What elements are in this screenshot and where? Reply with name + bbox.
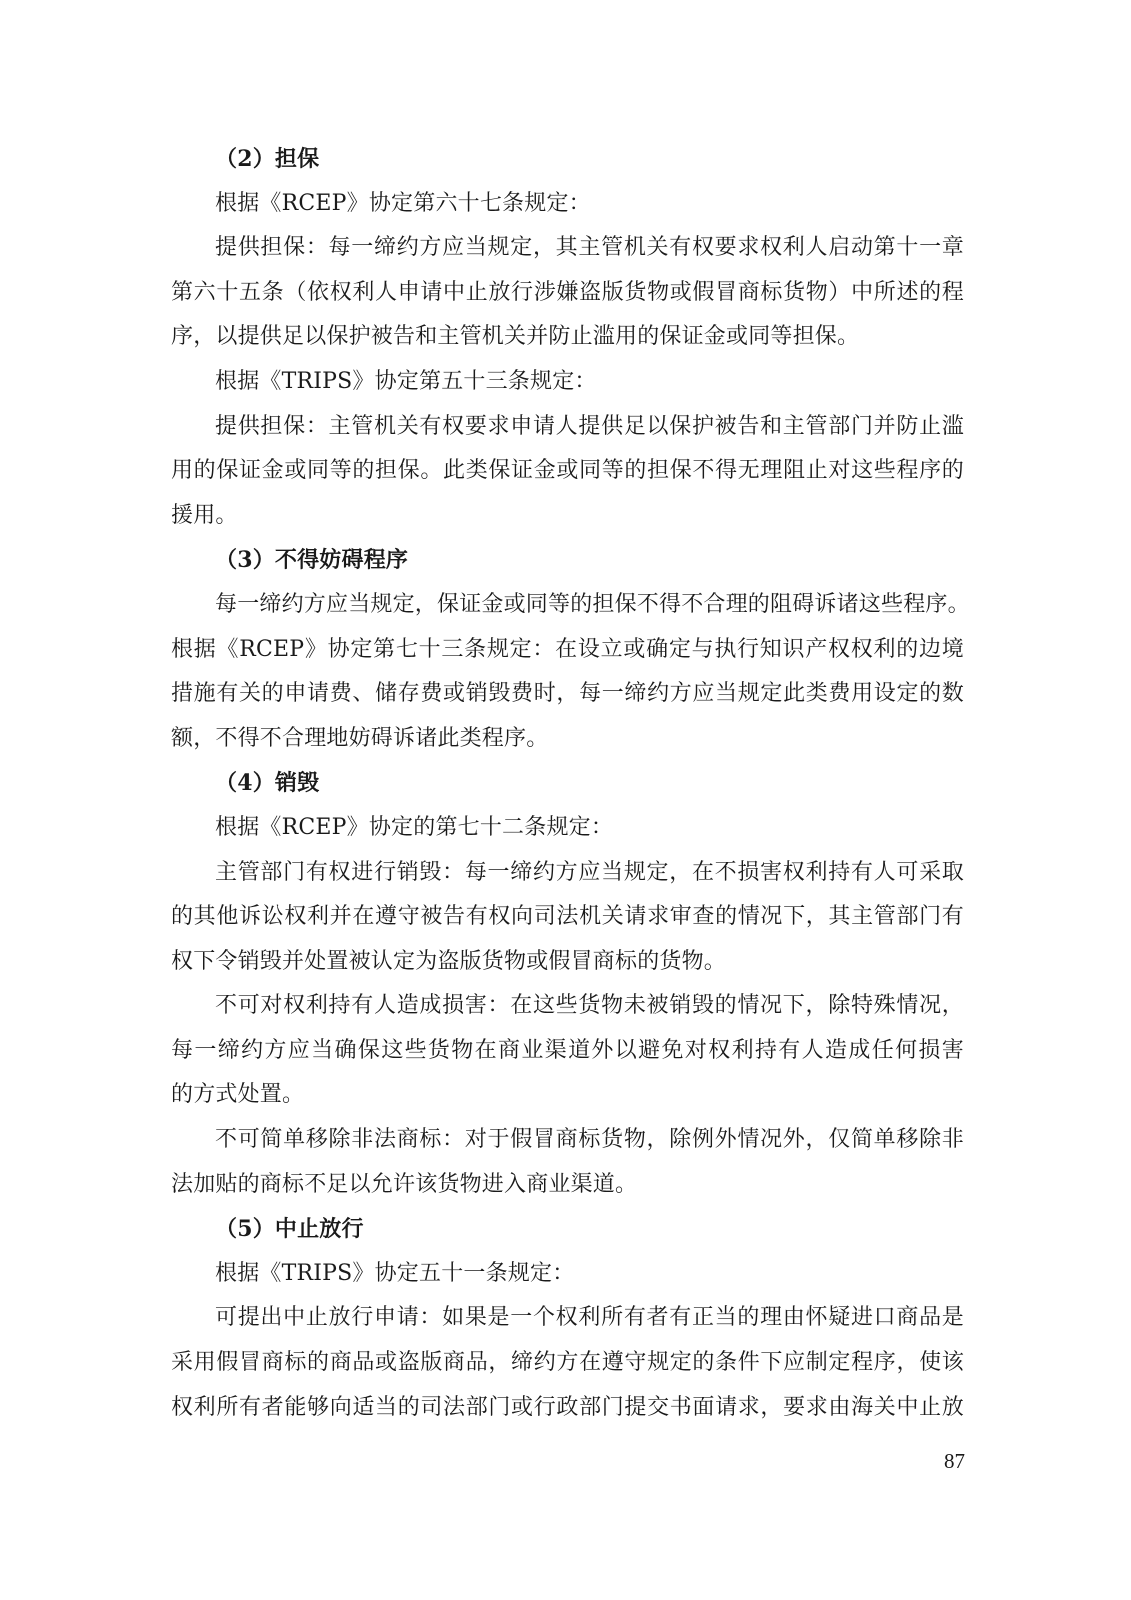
paragraph-line: 权利所有者能够向适当的司法部门或行政部门提交书面请求，要求由海关中止放 — [171, 1394, 964, 1420]
paragraph-line: 每一缔约方应当规定，保证金或同等的担保不得不合理的阻碍诉诸这些程序。 — [215, 591, 970, 617]
paragraph-line: 根据《TRIPS》协定五十一条规定： — [215, 1260, 575, 1286]
paragraph-line: 提供担保：每一缔约方应当规定，其主管机关有权要求权利人启动第十一章 — [215, 235, 964, 261]
paragraph-line: 序，以提供足以保护被告和主管机关并防止滥用的保证金或同等担保。 — [171, 324, 860, 350]
paragraph-line: 权下令销毁并处置被认定为盗版货物或假冒商标的货物。 — [171, 948, 727, 974]
section-heading-suspension: （5）中止放行 — [215, 1216, 364, 1243]
paragraph-line: 根据《RCEP》协定第七十三条规定：在设立或确定与执行知识产权权利的边境 — [171, 636, 964, 662]
paragraph-line: 根据《TRIPS》协定第五十三条规定： — [215, 368, 597, 394]
paragraph-line: 额，不得不合理地妨碍诉诸此类程序。 — [171, 725, 549, 751]
paragraph-line: 主管部门有权进行销毁：每一缔约方应当规定，在不损害权利持有人可采取 — [215, 859, 964, 885]
paragraph-line: 根据《RCEP》协定的第七十二条规定： — [215, 814, 614, 840]
paragraph-line: 措施有关的申请费、储存费或销毁费时，每一缔约方应当规定此类费用设定的数 — [171, 681, 964, 707]
paragraph-line: 每一缔约方应当确保这些货物在商业渠道外以避免对权利持有人造成任何损害 — [171, 1037, 964, 1063]
paragraph-line: 援用。 — [171, 502, 238, 528]
paragraph-line: 提供担保：主管机关有权要求申请人提供足以保护被告和主管部门并防止滥 — [215, 413, 964, 439]
paragraph-line: 的方式处置。 — [171, 1082, 305, 1108]
paragraph-line: 第六十五条（依权利人申请中止放行涉嫌盗版货物或假冒商标货物）中所述的程 — [171, 279, 964, 305]
paragraph-line: 不可简单移除非法商标：对于假冒商标货物，除例外情况外，仅简单移除非 — [215, 1127, 964, 1153]
page-number: 87 — [944, 1449, 965, 1473]
paragraph-line: 可提出中止放行申请：如果是一个权利所有者有正当的理由怀疑进口商品是 — [215, 1305, 964, 1331]
paragraph-line: 不可对权利持有人造成损害：在这些货物未被销毁的情况下，除特殊情况， — [215, 993, 964, 1019]
paragraph-line: 采用假冒商标的商品或盗版商品，缔约方在遵守规定的条件下应制定程序，使该 — [171, 1350, 964, 1376]
paragraph-line: 的其他诉讼权利并在遵守被告有权向司法机关请求审查的情况下，其主管部门有 — [171, 904, 964, 930]
section-heading-destruction: （4）销毁 — [215, 770, 320, 797]
section-heading-no-obstruction: （3）不得妨碍程序 — [215, 547, 409, 574]
paragraph-line: 用的保证金或同等的担保。此类保证金或同等的担保不得无理阻止对这些程序的 — [171, 458, 964, 484]
section-heading-security: （2）担保 — [215, 146, 320, 172]
paragraph-line: 根据《RCEP》协定第六十七条规定： — [215, 190, 591, 216]
document-body — [171, 137, 970, 1430]
paragraph-line: 法加贴的商标不足以允许该货物进入商业渠道。 — [171, 1171, 638, 1197]
